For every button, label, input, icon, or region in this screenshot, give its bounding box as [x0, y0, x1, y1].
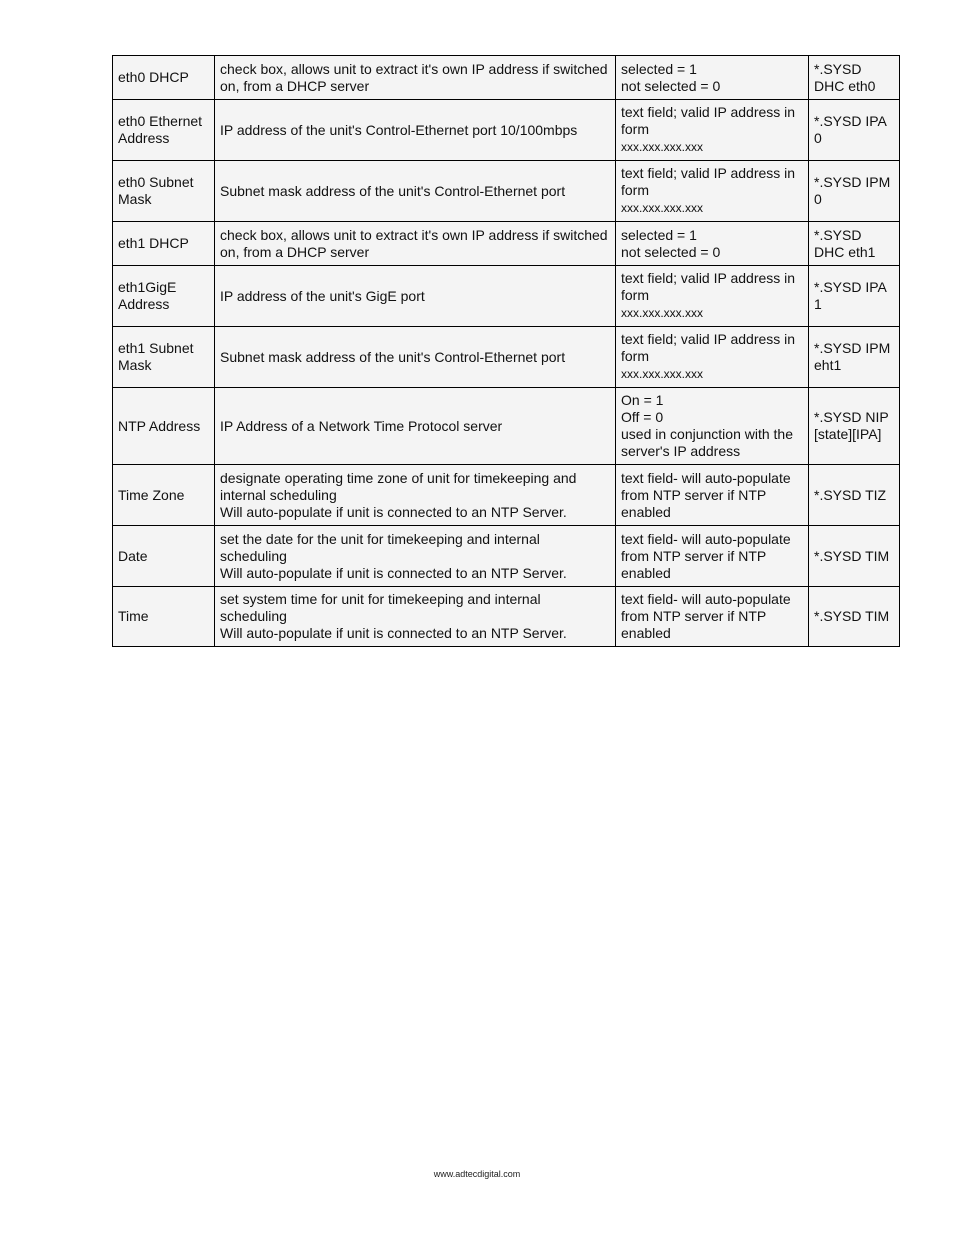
- ip-format-text: xxx.xxx.xxx.xxx: [621, 306, 704, 320]
- param-values-text: text field- will auto-populate from NTP server if NTP enabled: [621, 530, 791, 581]
- param-values: [616, 526, 809, 587]
- param-description: Subnet mask address of the unit's Control-Ethernet port: [215, 327, 616, 388]
- param-values-text: text field; valid IP address in form: [621, 104, 796, 137]
- table-row: [113, 266, 900, 327]
- param-name: eth0 DHCP: [113, 56, 215, 100]
- param-values-text: text field; valid IP address in form: [621, 331, 796, 364]
- param-description: IP address of the unit's GigE port: [215, 266, 616, 327]
- param-name: Time Zone: [113, 465, 215, 526]
- param-values: [616, 161, 809, 222]
- param-values: [616, 100, 809, 161]
- param-command: *.SYSD TIZ: [809, 465, 900, 526]
- table-row: [113, 222, 900, 266]
- param-values: [616, 388, 809, 465]
- param-values: [616, 222, 809, 266]
- param-values: [616, 56, 809, 100]
- param-description: Subnet mask address of the unit's Control-Ethernet port: [215, 161, 616, 222]
- param-command: *.SYSD TIM: [809, 526, 900, 587]
- param-description: IP Address of a Network Time Protocol server: [215, 388, 616, 465]
- param-values-text: selected = 1 not selected = 0: [621, 60, 721, 94]
- parameters-table: [112, 55, 900, 647]
- footer-url: www.adtecdigital.com: [433, 1169, 521, 1179]
- param-name: eth0 Subnet Mask: [113, 161, 215, 222]
- param-name: eth1 Subnet Mask: [113, 327, 215, 388]
- param-description: designate operating time zone of unit for timekeeping and internal scheduling Will auto-populate if unit is connected to an NTP Server.: [215, 465, 616, 526]
- table-row: [113, 56, 900, 100]
- param-command: *.SYSD IPA 0: [809, 100, 900, 161]
- ip-format-text: xxx.xxx.xxx.xxx: [621, 201, 704, 215]
- table-row: [113, 100, 900, 161]
- table-row: [113, 327, 900, 388]
- param-command: *.SYSD DHC eth1: [809, 222, 900, 266]
- param-description: check box, allows unit to extract it's own IP address if switched on, from a DHCP server: [215, 56, 616, 100]
- table-row: [113, 388, 900, 465]
- param-description: check box, allows unit to extract it's own IP address if switched on, from a DHCP server: [215, 222, 616, 266]
- param-values-text: text field- will auto-populate from NTP server if NTP enabled: [621, 469, 791, 520]
- param-command: *.SYSD IPM 0: [809, 161, 900, 222]
- param-values-text: text field- will auto-populate from NTP server if NTP enabled: [621, 591, 791, 641]
- param-values: [616, 266, 809, 327]
- param-command: *.SYSD DHC eth0: [809, 56, 900, 100]
- param-name: eth1 DHCP: [113, 222, 215, 266]
- param-command: *.SYSD TIM: [809, 587, 900, 647]
- table-row: [113, 465, 900, 526]
- table-row: [113, 587, 900, 647]
- param-name: NTP Address: [113, 388, 215, 465]
- table-row: [113, 526, 900, 587]
- param-name: Time: [113, 587, 215, 647]
- param-description: set the date for the unit for timekeeping and internal scheduling Will auto-populate if unit is connected to an NTP Server.: [215, 526, 616, 587]
- param-command: *.SYSD IPM eht1: [809, 327, 900, 388]
- param-name: Date: [113, 526, 215, 587]
- param-name: eth0 Ethernet Address: [113, 100, 215, 161]
- ip-format-text: xxx.xxx.xxx.xxx: [621, 367, 704, 381]
- param-values-text: On = 1 Off = 0 used in conjunction with the server's IP address: [621, 392, 793, 459]
- param-command: *.SYSD NIP [state][IPA]: [809, 388, 900, 465]
- ip-format-text: xxx.xxx.xxx.xxx: [621, 140, 704, 154]
- table-row: [113, 161, 900, 222]
- param-values-text: selected = 1 not selected = 0: [621, 226, 721, 260]
- param-values-text: text field; valid IP address in form: [621, 165, 796, 198]
- param-description: set system time for unit for timekeeping and internal scheduling Will auto-populate if unit is connected to an NTP Server.: [215, 587, 616, 647]
- param-command: *.SYSD IPA 1: [809, 266, 900, 327]
- param-name: eth1GigE Address: [113, 266, 215, 327]
- param-values: [616, 587, 809, 647]
- param-values-text: text field; valid IP address in form: [621, 270, 796, 303]
- param-description: IP address of the unit's Control-Ethernet port 10/100mbps: [215, 100, 616, 161]
- param-values: [616, 465, 809, 526]
- param-values: [616, 327, 809, 388]
